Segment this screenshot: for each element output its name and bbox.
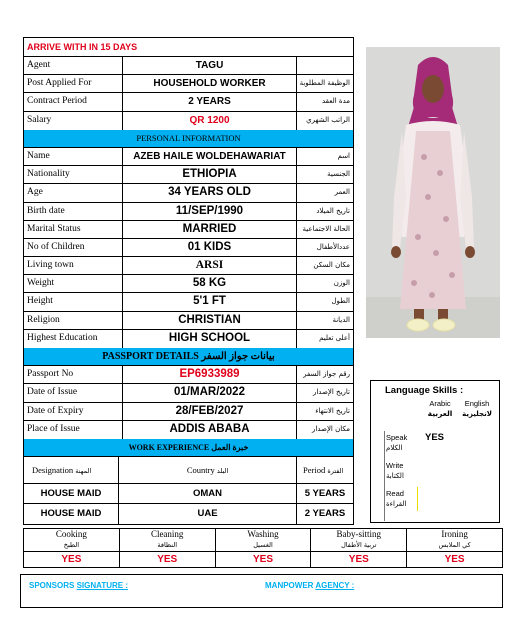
field-label-arabic: اسم — [337, 151, 350, 160]
field-label-arabic: أعلى تعليم — [319, 333, 350, 342]
field-value: CHRISTIAN — [123, 312, 297, 329]
field-label-arabic: تاريخ الميلاد — [316, 206, 350, 215]
field-label: Highest Education — [24, 330, 123, 348]
field-label-arabic: مدة العقد — [322, 97, 350, 106]
field-label-arabic: تاريخ الإصدار — [312, 388, 350, 397]
field-label: Salary — [24, 112, 123, 130]
sponsor-label-underlined: SIGNATURE : — [76, 581, 128, 590]
field-label: Place of Issue — [24, 421, 123, 439]
personal-row-birthdate — [24, 203, 353, 221]
signature-box — [20, 574, 503, 608]
field-label: Contract Period — [24, 93, 123, 110]
arabic-column-header — [423, 399, 457, 419]
field-label-arabic: مكان السكن — [313, 261, 350, 270]
field-label: Agent — [24, 57, 123, 74]
field-value: 58 KG — [123, 275, 297, 292]
period-header-arabic: الفترة — [327, 467, 344, 476]
field-label: Name — [24, 148, 123, 165]
read-label: Read — [386, 489, 404, 498]
speak-label: Speak — [386, 433, 408, 442]
skill-ironing — [407, 529, 502, 567]
write-row-label — [386, 461, 404, 481]
field-label: Nationality — [24, 166, 123, 183]
work-designation: HOUSE MAID — [24, 504, 119, 524]
cv-table — [23, 37, 354, 525]
field-value: ARSI — [123, 257, 297, 274]
speak-row-label — [386, 433, 407, 453]
skill-name: Cleaning — [150, 529, 184, 539]
read-label-arabic: القراءة — [386, 500, 407, 508]
skill-name: Ironing — [441, 529, 468, 539]
language-skills-title: Language Skills : — [385, 385, 464, 396]
field-label-arabic: الجنسية — [327, 170, 350, 179]
personal-section — [24, 148, 353, 348]
field-value: TAGU — [123, 57, 297, 74]
designation-header-label: Designation — [32, 465, 74, 476]
field-value: HIGH SCHOOL — [123, 330, 297, 348]
field-label-arabic: عددالأطفال — [316, 242, 350, 251]
write-label: Write — [386, 461, 404, 470]
field-value: 01 KIDS — [123, 239, 297, 256]
skill-value: YES — [157, 554, 178, 565]
field-value: HOUSEHOLD WORKER — [123, 75, 297, 92]
field-value: 01/MAR/2022 — [123, 384, 297, 401]
sponsor-label-text: SPONSORS — [29, 581, 77, 590]
field-label: Height — [24, 293, 123, 310]
field-label: Birth date — [24, 203, 123, 220]
passport-details-heading: PASSPORT DETAILS بيانات جواز السفر — [24, 348, 353, 366]
agency-label-underlined: AGENCY : — [315, 581, 355, 590]
candidate-photo — [366, 47, 500, 338]
field-label: Age — [24, 184, 123, 201]
skill-value: YES — [348, 554, 369, 565]
field-label-arabic: رقم جواز السفر — [303, 370, 350, 379]
field-label-arabic: تاريخ الانتهاء — [315, 406, 350, 415]
english-label-arabic: لانجليزية — [462, 410, 492, 418]
arabic-label-arabic: العربية — [427, 409, 453, 418]
field-label: Marital Status — [24, 221, 123, 238]
detail-row-post — [24, 75, 353, 93]
field-label-arabic: الديانة — [332, 315, 350, 324]
work-experience-heading: WORK EXPERIENCE خبرة العمل — [24, 439, 353, 457]
designation-header — [24, 457, 119, 483]
field-label: Post Applied For — [24, 75, 123, 92]
passport-row-number — [24, 366, 353, 384]
skill-name-arabic: الطبخ — [24, 539, 119, 552]
skill-cleaning — [120, 529, 216, 567]
work-country: UAE — [119, 504, 297, 524]
skill-name-arabic: النظافة — [120, 539, 215, 552]
field-label: Date of Issue — [24, 384, 123, 401]
details-section — [24, 57, 353, 130]
skill-value: YES — [444, 554, 465, 565]
field-label: Religion — [24, 312, 123, 329]
skill-cooking — [24, 529, 120, 567]
country-header-arabic: البلد — [216, 467, 229, 476]
period-header — [297, 457, 353, 483]
table-row — [24, 504, 353, 524]
personal-row-education — [24, 330, 353, 348]
skill-name: Washing — [247, 529, 279, 539]
personal-row-town — [24, 257, 353, 275]
field-label-arabic: مكان الإصدار — [312, 424, 350, 433]
agency-signature-label — [265, 581, 354, 590]
passport-row-issue — [24, 384, 353, 402]
read-marker — [417, 487, 418, 511]
field-value: 28/FEB/2027 — [123, 403, 297, 420]
field-label: No of Children — [24, 239, 123, 256]
work-table-header — [24, 457, 353, 484]
passport-row-expiry — [24, 403, 353, 421]
personal-row-religion — [24, 312, 353, 330]
personal-row-name — [24, 148, 353, 166]
passport-section — [24, 366, 353, 439]
skill-value: YES — [252, 554, 273, 565]
personal-info-heading: PERSONAL INFORMATION — [24, 130, 353, 148]
speak-label-arabic: الكلام — [386, 444, 403, 452]
skills-table — [23, 528, 503, 568]
detail-row-contract — [24, 93, 353, 111]
personal-row-height — [24, 293, 353, 311]
personal-row-nationality — [24, 166, 353, 184]
english-column-header — [457, 399, 497, 419]
field-label: Date of Expiry — [24, 403, 123, 420]
personal-row-children — [24, 239, 353, 257]
field-label-arabic: الوزن — [333, 279, 350, 288]
personal-row-age — [24, 184, 353, 202]
field-label: Living town — [24, 257, 123, 274]
field-value: ETHIOPIA — [123, 166, 297, 183]
agency-label-text: MANPOWER — [265, 581, 316, 590]
skill-name: Baby-sitting — [336, 529, 382, 539]
english-label: English — [464, 399, 490, 408]
field-label: Passport No — [24, 366, 123, 383]
field-value: 11/SEP/1990 — [123, 203, 297, 220]
language-divider — [384, 431, 385, 521]
field-label-arabic: الوظيفة المطلوبة — [299, 79, 350, 88]
work-designation: HOUSE MAID — [24, 484, 119, 503]
period-header-label: Period — [303, 465, 326, 476]
language-skills-box — [370, 380, 500, 523]
skill-name-arabic: كي الملابس — [407, 539, 502, 552]
skill-value: YES — [61, 554, 82, 565]
arrive-notice: ARRIVE WITH IN 15 DAYS — [24, 38, 353, 57]
write-label-arabic: الكتابة — [386, 472, 404, 480]
designation-header-arabic: المهنة — [75, 467, 92, 476]
table-row — [24, 484, 353, 504]
field-value: AZEB HAILE WOLDEHAWARIAT — [123, 148, 297, 165]
field-label-arabic: الطول — [331, 297, 350, 306]
field-label-arabic: الحالة الاجتماعية — [302, 224, 350, 233]
skill-name: Cooking — [55, 529, 87, 539]
field-label-arabic: العمر — [334, 188, 350, 197]
detail-row-salary — [24, 112, 353, 130]
passport-row-place — [24, 421, 353, 439]
sponsor-signature-label — [29, 581, 128, 590]
field-value: EP6933989 — [123, 366, 297, 383]
field-value: 2 YEARS — [123, 93, 297, 110]
field-value: 34 YEARS OLD — [123, 184, 297, 201]
field-label-arabic — [297, 57, 353, 74]
work-period: 5 YEARS — [304, 488, 346, 500]
personal-row-weight — [24, 275, 353, 293]
field-value: 5'1 FT — [123, 293, 297, 310]
candidate-photo-illustration — [366, 47, 500, 338]
country-header-label: Country — [186, 465, 215, 476]
field-label-arabic: الراتب الشهري — [306, 115, 350, 124]
read-row-label — [386, 489, 406, 509]
field-value: ADDIS ABABA — [123, 421, 297, 439]
field-value: QR 1200 — [123, 112, 297, 130]
speak-arabic-value: YES — [425, 432, 445, 443]
personal-row-marital — [24, 221, 353, 239]
country-header — [119, 457, 297, 483]
work-country: OMAN — [119, 484, 297, 503]
work-period: 2 YEARS — [304, 508, 346, 520]
field-label: Weight — [24, 275, 123, 292]
skill-washing — [216, 529, 312, 567]
skill-name-arabic: الغسيل — [216, 539, 311, 552]
skill-name-arabic: تربية الأطفال — [311, 539, 406, 552]
detail-row-agent — [24, 57, 353, 75]
arabic-label: Arabic — [429, 399, 451, 408]
skill-baby-sitting — [311, 529, 407, 567]
field-value: MARRIED — [123, 221, 297, 238]
